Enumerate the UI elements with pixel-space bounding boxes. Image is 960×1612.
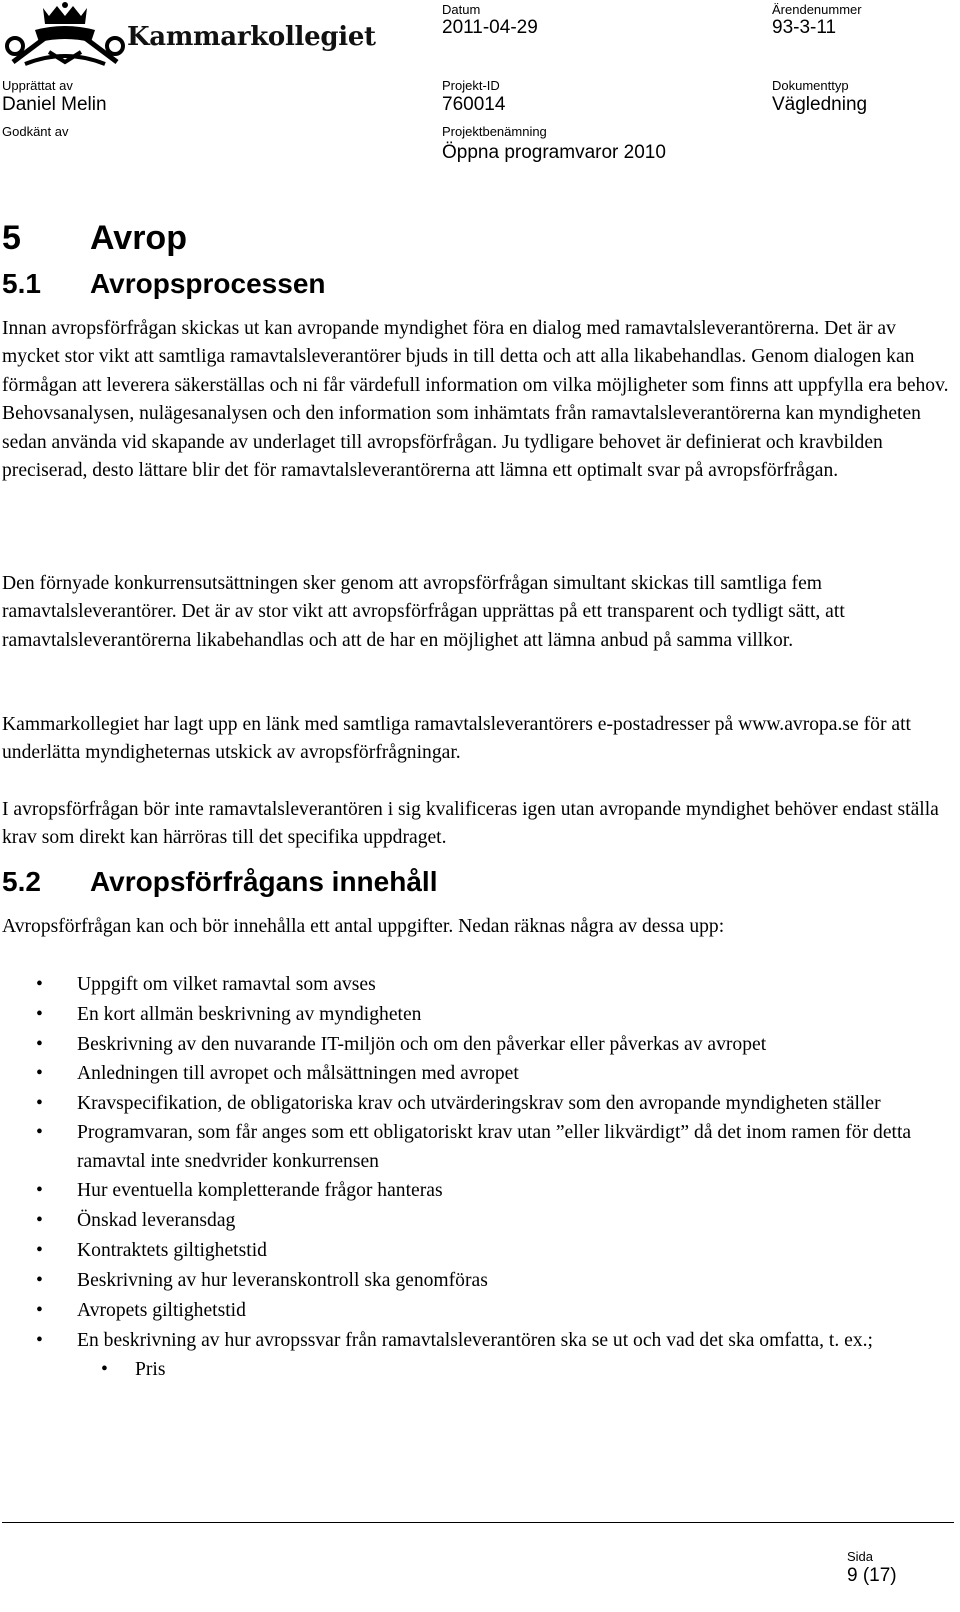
bullet-icon: • [36,1122,43,1143]
bullet-icon: • [36,1004,43,1025]
heading-section-5-2 [2,866,437,898]
list-item: • Hur eventuella kompletterande frågor hanteras [0,1176,955,1206]
bullet-icon: • [36,1210,43,1231]
bullet-icon: • [36,1093,43,1114]
list-item: • Avropets giltighetstid [0,1296,955,1326]
bullet-icon: • [36,974,43,995]
heading-section-5 [2,218,187,258]
list-item: • Kontraktets giltighetstid [0,1236,955,1266]
list-item: • Beskrivning av den nuvarande IT-miljön och om den påverkar eller påverkas av avropet [0,1030,955,1059]
paragraph-qualification: I avropsförfrågan bör inte ramavtalsleverantören i sig kvalificeras igen utan avropande myndighet behöver endast ställa krav som direkt kan härröras till det specifika uppdraget. [2,799,939,849]
section-title: Avropsförfrågans innehåll [90,866,438,897]
page-number: 9 (17) [847,1565,897,1586]
section-title: Avrop [90,219,187,257]
list-item: • Önskad leveransdag [0,1206,955,1236]
paragraph-dialog: Innan avropsförfrågan skickas ut kan avropande myndighet föra en dialog med ramavtalsleverantörerna. Det är av mycket stor vikt att samtliga ramavtalsleverantörer bjuds in till detta och att alla likabehandlas. Genom dialogen kan förmågan att leverera säkerställas och ni får värdefull information om vilka möjligheter som finns att uppfylla era behov. Behovsanalysen, nulägesanalysen och den information som inhämtats från ramavtalsleverantörerna kan myndigheten sedan använda vid skapande av underlaget till avropsförfrågan. Ju tydligare behovet är definierat och kravbilden preciserad, desto lättare blir det för ramavtalsleverantörerna att lämna ett optimalt svar på avropsförfrågan. [2,318,949,482]
project-name-label: Projektbenämning [442,124,547,139]
paragraph-intro: Avropsförfrågan kan och bör innehålla ett antal uppgifter. Nedan räknas några av dessa upp: [2,916,725,937]
crown-emblem-icon [5,2,125,70]
paragraph-competition: Den förnyade konkurrensutsättningen sker genom att avropsförfrågan simultant skickas till samtliga fem ramavtalsleverantörer. Det är av stor vikt att avropsförfrågan upprättas på ett transparent och tydligt sätt, att ramavtalsleverantörerna likabehandlas och att de har en möjlighet att lämna anbud på samma villkor. [2,573,845,651]
list-item: • En beskrivning av hur avropssvar från ramavtalsleverantören ska se ut och vad det ska omfatta, t. ex.; • Pris [0,1326,955,1384]
project-id-value: 760014 [442,94,506,115]
bullet-icon: • [101,1359,108,1380]
date-label: Datum [442,2,481,17]
date-value: 2011-04-29 [442,17,538,38]
contents-bullet-list [0,970,955,1384]
section-number: 5.1 [2,268,41,299]
document-type-label: Dokumenttyp [772,78,849,93]
kammarkollegiet-logo [5,2,376,70]
footer-divider [2,1522,954,1523]
paragraph-email-link: Kammarkollegiet har lagt upp en länk med samtliga ramavtalsleverantörers e-postadresser på www.avropa.se för att underlätta myndigheternas utskick av avropsförfrågningar. [2,714,911,764]
section-title: Avropsprocessen [90,268,326,299]
section-number: 5.2 [2,866,41,897]
list-item: • Kravspecifikation, de obligatoriska krav och utvärderingskrav som den avropande myndigheten ställer [0,1089,955,1118]
case-number-label: Ärendenummer [772,2,862,17]
section-number: 5 [2,219,21,257]
project-name-value: Öppna programvaror 2010 [442,142,666,163]
project-id-label: Projekt-ID [442,78,500,93]
logo-wordmark: Kammarkollegiet [127,22,376,52]
heading-section-5-1 [2,268,326,300]
bullet-icon: • [36,1180,43,1201]
approved-by-label: Godkänt av [2,124,69,139]
document-type-value: Vägledning [772,94,868,115]
list-item: • Beskrivning av hur leveranskontroll ska genomföras [0,1266,955,1296]
list-item: • Uppgift om vilket ramavtal som avses [0,970,955,1000]
created-by-value: Daniel Melin [2,94,107,115]
bullet-icon: • [36,1240,43,1261]
created-by-label: Upprättat av [2,78,73,93]
bullet-icon: • [36,1063,43,1084]
bullet-icon: • [36,1300,43,1321]
page-label: Sida [847,1549,874,1564]
list-item: • Anledningen till avropet och målsättningen med avropet [0,1059,955,1089]
bullet-icon: • [36,1270,43,1291]
bullet-icon: • [36,1330,43,1351]
sub-bullet-list [77,1355,955,1384]
list-item: • En kort allmän beskrivning av myndigheten [0,1000,955,1030]
bullet-icon: • [36,1034,43,1055]
list-item: • Pris [135,1355,955,1384]
case-number-value: 93-3-11 [772,17,837,38]
list-item: • Programvaran, som får anges som ett obligatoriskt krav utan ”eller likvärdigt” då det inom ramen för detta ramavtal inte snedvrider konkurrensen [0,1118,955,1176]
